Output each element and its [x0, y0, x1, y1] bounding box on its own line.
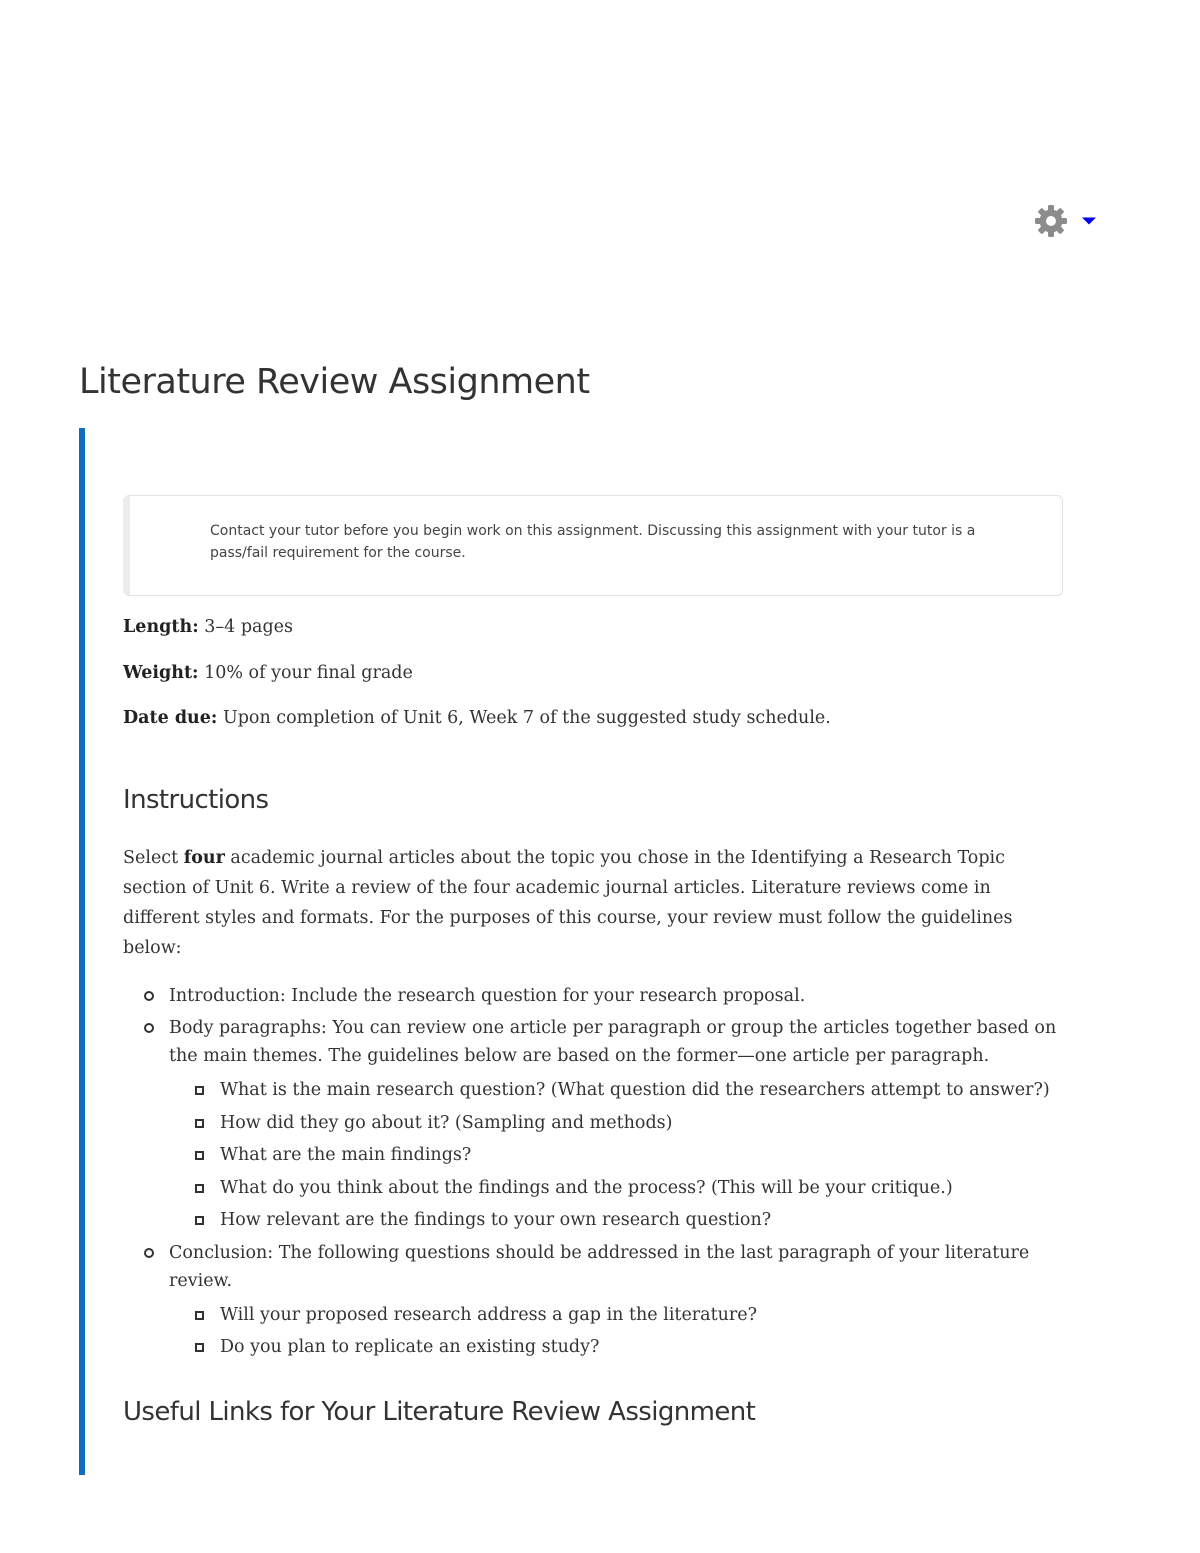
- settings-menu-toggle[interactable]: [1033, 202, 1105, 240]
- instructions-intro: [123, 843, 1028, 963]
- tutor-notice-text: Contact your tutor before you begin work on this assignment. Discussing this assignment with your tutor is a pass/fail requirement for the course.: [210, 523, 976, 561]
- guideline-subitem: What is the main research question? (What question did the researchers attempt to answer?): [169, 1076, 1063, 1104]
- length-detail: [123, 614, 1063, 640]
- intro-text-start: Select: [123, 848, 184, 868]
- weight-value: 10% of your final grade: [204, 663, 413, 683]
- guideline-text: Body paragraphs: You can review one article per paragraph or group the articles together based on the main themes. The guidelines below are based on the former—one article per paragraph.: [169, 1018, 1057, 1066]
- gear-icon: [1033, 203, 1069, 239]
- weight-detail: [123, 660, 1063, 686]
- length-label: Length:: [123, 617, 199, 637]
- caret-down-icon: [1081, 216, 1097, 226]
- guideline-subitem: Will your proposed research address a gap in the literature?: [169, 1301, 1063, 1329]
- guidelines-list: [123, 982, 1063, 1361]
- guideline-subitem: How relevant are the findings to your own research question?: [169, 1206, 1063, 1234]
- weight-label: Weight:: [123, 663, 199, 683]
- assignment-content: [123, 495, 1063, 1427]
- tutor-notice-box: [123, 495, 1063, 596]
- guideline-subitem: What do you think about the findings and the process? (This will be your critique.): [169, 1174, 1063, 1202]
- instructions-heading: Instructions: [123, 785, 269, 815]
- guideline-item: [123, 1014, 1063, 1234]
- guideline-sublist: [169, 1301, 1063, 1362]
- guideline-item: [123, 1239, 1063, 1362]
- guideline-subitem: What are the main findings?: [169, 1141, 1063, 1169]
- intro-text-rest: academic journal articles about the topic you chose in the Identifying a Research Topic section of Unit 6. Write a review of the four academic journal articles. Literature reviews come in different styles and formats. For the purposes of this course, your review must follow the guidelines below:: [123, 848, 1013, 958]
- guideline-text: Introduction: Include the research question for your research proposal.: [169, 986, 806, 1006]
- due-date-detail: [123, 705, 1063, 731]
- useful-links-heading: Useful Links for Your Literature Review Assignment: [123, 1397, 756, 1427]
- guideline-text: Conclusion: The following questions should be addressed in the last paragraph of your literature review.: [169, 1242, 1030, 1291]
- guideline-sublist: [169, 1076, 1063, 1234]
- guideline-item: [123, 982, 1063, 1010]
- length-value: 3–4 pages: [204, 617, 294, 637]
- content-accent-bar: [79, 428, 85, 1475]
- due-date-value: Upon completion of Unit 6, Week 7 of the suggested study schedule.: [222, 708, 831, 728]
- intro-emphasis: four: [183, 848, 225, 868]
- guideline-subitem: How did they go about it? (Sampling and methods): [169, 1109, 1063, 1137]
- page-title: Literature Review Assignment: [79, 362, 590, 402]
- due-date-label: Date due:: [123, 708, 218, 728]
- guideline-subitem: Do you plan to replicate an existing study?: [169, 1333, 1063, 1361]
